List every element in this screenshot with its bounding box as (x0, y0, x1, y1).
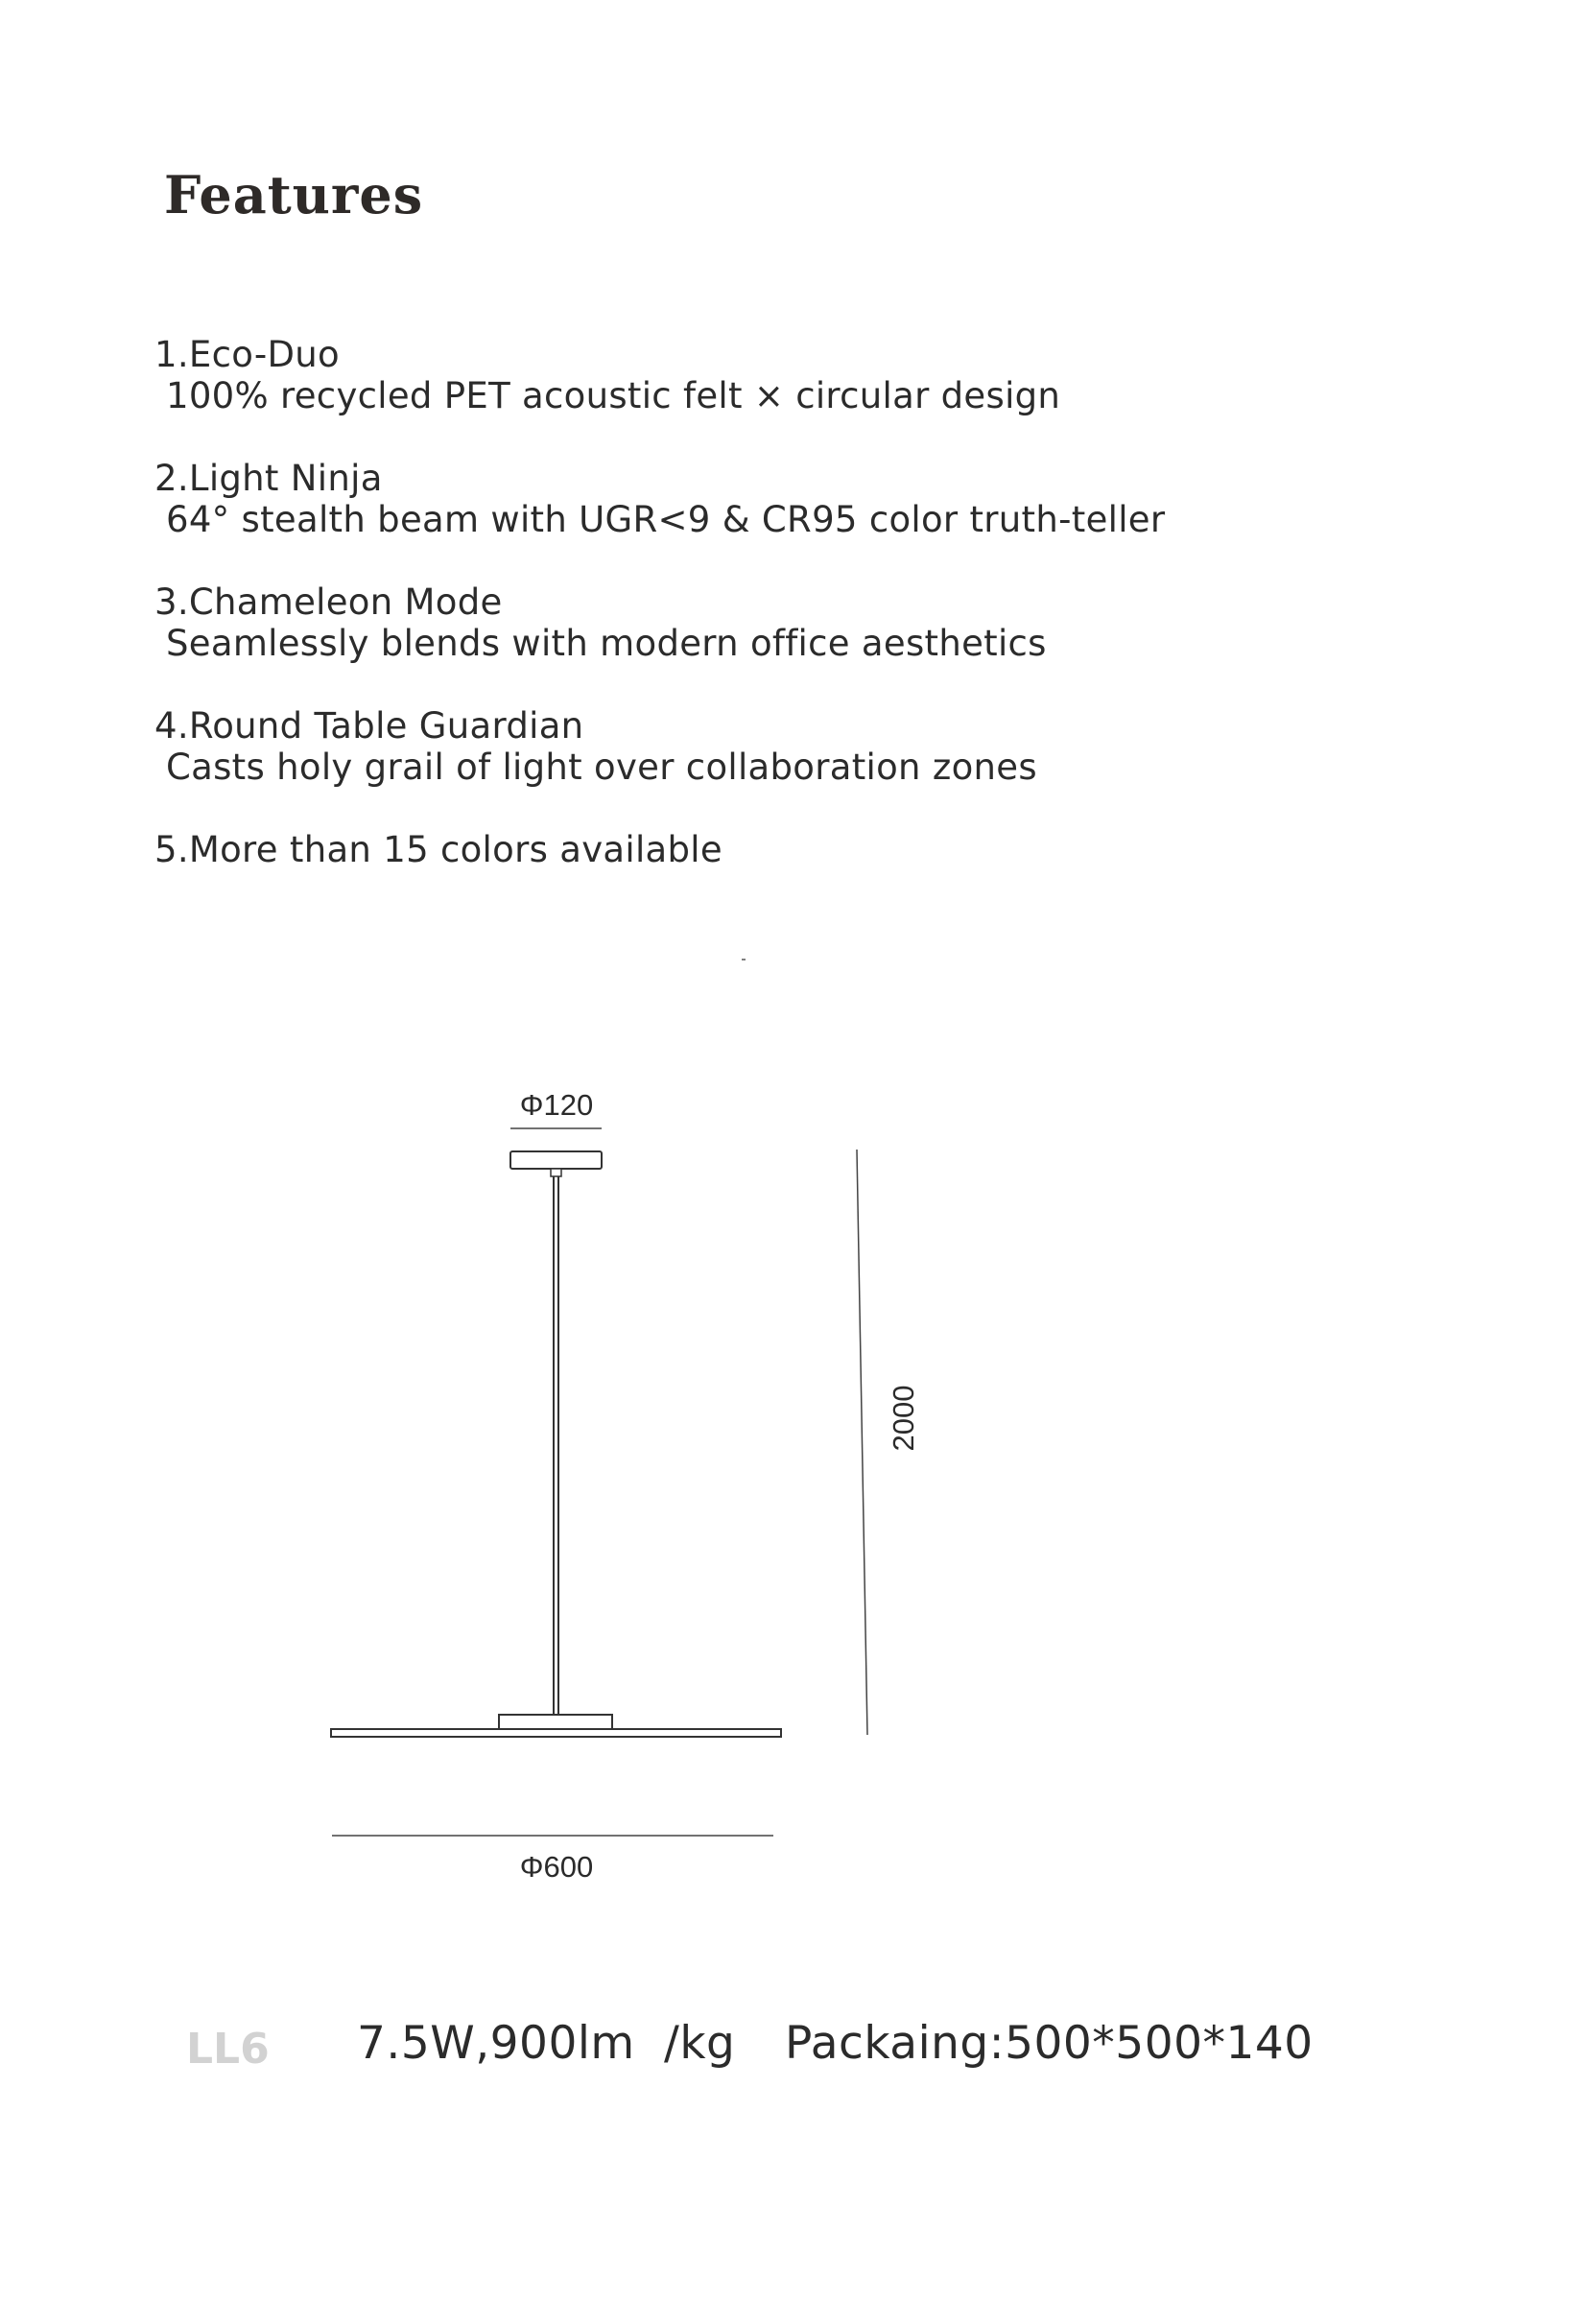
feature-description: 64° stealth beam with UGR<9 & CR95 color truth-teller (166, 499, 1166, 540)
feature-description: Seamlessly blends with modern office aesthetics (166, 623, 1047, 664)
feature-heading: 2.Light Ninja (154, 458, 383, 499)
feature-description: Casts holy grail of light over collaboration zones (166, 747, 1037, 788)
feature-heading: 5.More than 15 colors available (154, 829, 722, 870)
page-title: Features (164, 164, 424, 225)
canopy-diameter-label: Φ120 (519, 1088, 594, 1122)
canopy-connector (551, 1169, 561, 1176)
height-label: 2000 (887, 1385, 920, 1452)
disc-shade (331, 1729, 781, 1737)
model-code: LL6 (186, 2025, 270, 2074)
packaging-spec: Packaing:500*500*140 (785, 2017, 1314, 2070)
ceiling-canopy (510, 1151, 602, 1169)
height-dimension-line (857, 1150, 867, 1735)
shade-diameter-label: Φ600 (519, 1850, 594, 1884)
spec-bar (0, 2017, 1587, 2084)
power-spec: 7.5W,900lm (357, 2017, 635, 2070)
feature-heading: 3.Chameleon Mode (154, 581, 503, 623)
feature-heading: 4.Round Table Guardian (154, 705, 584, 747)
shade-hub (499, 1715, 612, 1729)
feature-description: 100% recycled PET acoustic felt × circular design (166, 375, 1061, 416)
weight-spec: /kg (664, 2017, 736, 2070)
feature-heading: 1.Eco-Duo (154, 334, 340, 375)
